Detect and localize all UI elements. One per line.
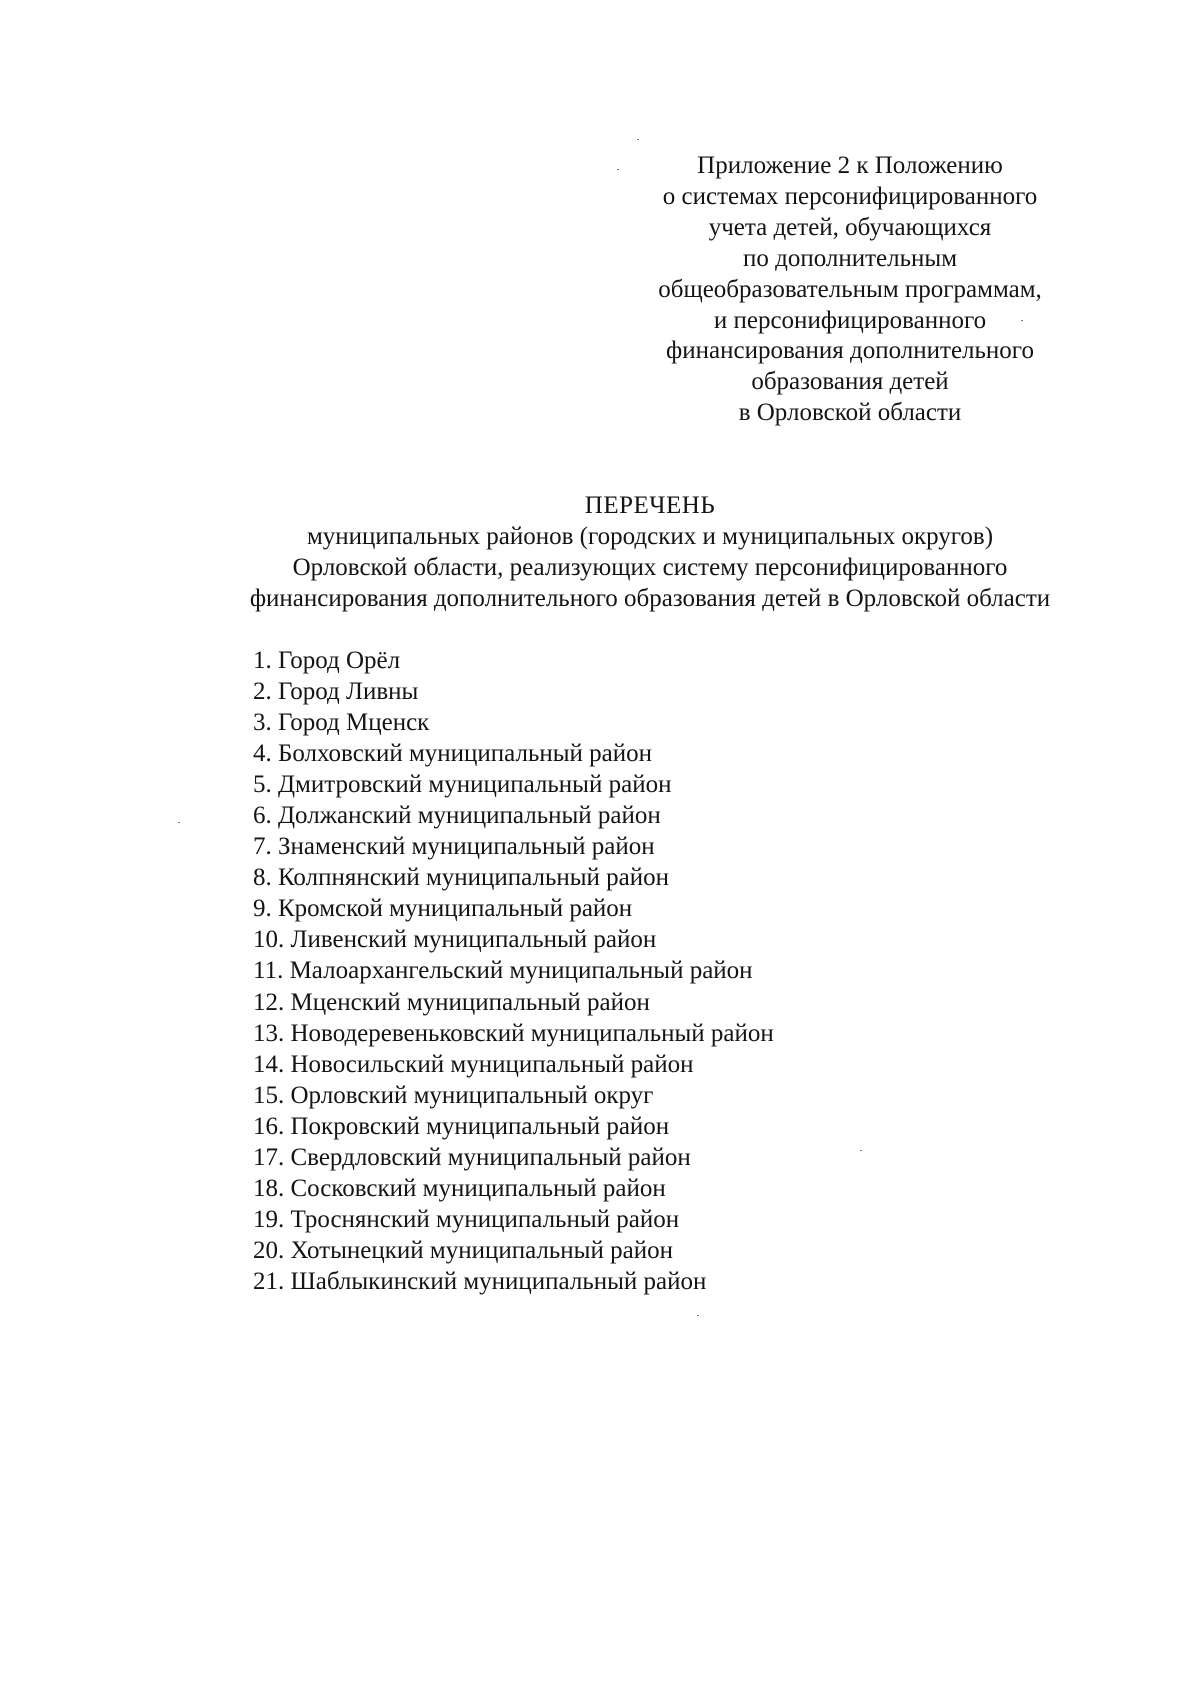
annex-line: и персонифицированного — [713, 306, 987, 334]
list-item: 6. Должанский муниципальный район — [253, 802, 661, 830]
annex-line: образования детей — [751, 368, 949, 396]
list-item: 5. Дмитровский муниципальный район — [253, 771, 672, 799]
scan-speck — [637, 139, 639, 140]
annex-line: финансирования дополнительного — [666, 337, 1034, 365]
document-subtitle-line: Орловской области, реализующих систему персонифицированного — [292, 554, 1008, 581]
annex-line: в Орловской области — [738, 399, 962, 427]
annex-line: по дополнительным — [742, 244, 958, 272]
list-item: 19. Троснянский муниципальный район — [253, 1205, 680, 1233]
list-item: 8. Колпнянский муниципальный район — [253, 864, 670, 892]
list-item: 10. Ливенский муниципальный район — [253, 926, 657, 954]
list-item: 12. Мценский муниципальный район — [253, 988, 650, 1016]
annex-header — [620, 151, 1080, 429]
document-subtitle-line: финансирования дополнительного образования детей в Орловской области — [249, 585, 1051, 612]
list-item: 21. Шаблыкинский муниципальный район — [253, 1267, 707, 1295]
annex-line: учета детей, обучающихся — [708, 213, 992, 241]
list-item: 7. Знаменский муниципальный район — [253, 833, 655, 861]
districts-list — [253, 645, 774, 1297]
scan-speck — [860, 1150, 862, 1151]
list-item: 18. Сосковский муниципальный район — [253, 1174, 666, 1202]
document-heading: ПЕРЕЧЕНЬ — [584, 492, 716, 519]
list-item: 11. Малоархангельский муниципальный район — [253, 957, 753, 985]
document-title-block — [180, 490, 1120, 614]
scan-speck — [178, 822, 180, 823]
list-item: 16. Покровский муниципальный район — [253, 1112, 670, 1140]
scan-speck — [1021, 320, 1023, 321]
annex-line: общеобразовательным программам, — [658, 275, 1042, 303]
list-item: 20. Хотынецкий муниципальный район — [253, 1236, 673, 1264]
list-item: 4. Болховский муниципальный район — [253, 740, 653, 768]
list-item: 15. Орловский муниципальный округ — [253, 1081, 654, 1109]
list-item: 9. Кромской муниципальный район — [253, 895, 633, 923]
list-item: 13. Новодеревеньковский муниципальный район — [253, 1019, 774, 1047]
list-item: 17. Свердловский муниципальный район — [253, 1143, 691, 1171]
list-item: 2. Город Ливны — [253, 678, 419, 706]
list-item: 3. Город Мценск — [253, 709, 430, 737]
list-item: 14. Новосильский муниципальный район — [253, 1050, 694, 1078]
scan-speck — [617, 169, 619, 170]
annex-line: Приложение 2 к Положению — [697, 152, 1003, 179]
list-item: 1. Город Орёл — [253, 647, 401, 674]
annex-line: о системах персонифицированного — [662, 182, 1038, 210]
scan-speck — [697, 1315, 699, 1316]
document-subtitle-line: муниципальных районов (городских и муниципальных округов) — [306, 523, 994, 550]
